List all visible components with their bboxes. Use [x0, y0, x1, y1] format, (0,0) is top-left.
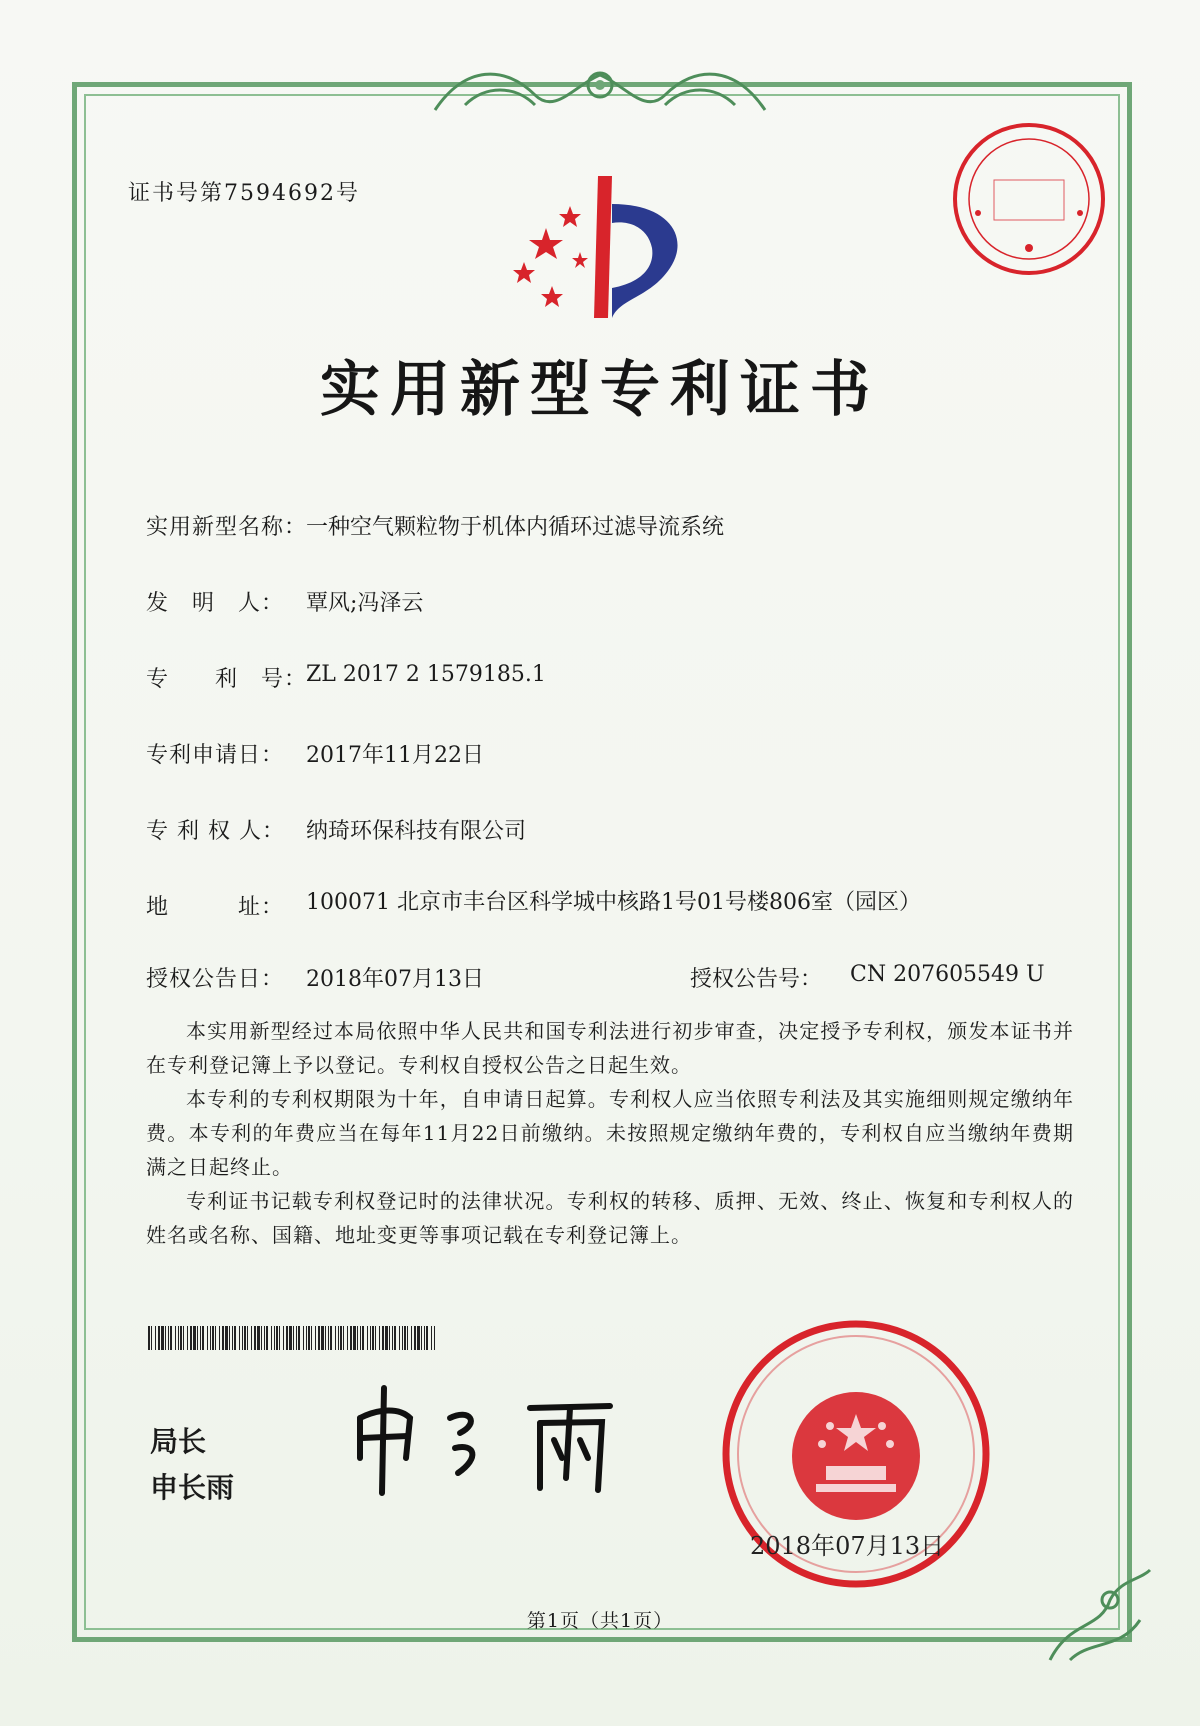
- tax-stamp-seal-icon: [948, 118, 1110, 280]
- field-patent-number: [146, 662, 546, 693]
- field-value: CN 207605549 U: [850, 962, 1045, 987]
- field-value: 纳琦环保科技有限公司: [306, 819, 527, 844]
- field-label: 专利申请日：: [146, 743, 285, 768]
- page-number: 第1页（共1页）: [526, 1610, 674, 1632]
- body-paragraph: 本专利的专利权期限为十年，自申请日起算。专利权人应当依照专利法及其实施细则规定缴纳年费。本专利的年费应当在每年11月22日前缴纳。未按照规定缴纳年费的，专利权自应当缴纳年费期满之日起终止。: [146, 1087, 1074, 1179]
- certificate-number: 证书号第7594692号: [128, 181, 360, 206]
- barcode-icon: [148, 1326, 438, 1350]
- field-label: 授权公告号：: [690, 967, 823, 992]
- certificate-body: [146, 1014, 1074, 1252]
- signer-name: 申长雨: [150, 1471, 235, 1504]
- seal-date: 2018年07月13日: [750, 1532, 945, 1560]
- body-paragraph: 本实用新型经过本局依照中华人民共和国专利法进行初步审查，决定授予专利权，颁发本证书并在专利登记簿上予以登记。专利权自授权公告之日起生效。: [146, 1019, 1074, 1077]
- patent-office-emblem-icon: [500, 168, 700, 328]
- field-value: 一种空气颗粒物于机体内循环过滤导流系统: [306, 515, 725, 540]
- field-filing-date: [146, 738, 484, 769]
- certificate-title: 实用新型专利证书: [320, 355, 880, 425]
- field-value: 100071 北京市丰台区科学城中核路1号01号楼806室（园区）: [306, 890, 921, 915]
- field-grant-date: [146, 962, 484, 993]
- field-label: 发 明 人：: [146, 591, 285, 616]
- field-label: 实用新型名称：: [146, 515, 308, 540]
- field-value: ZL 2017 2 1579185.1: [306, 662, 546, 687]
- signer-title: 局长: [150, 1425, 207, 1458]
- handwritten-signature-icon: [340, 1378, 630, 1498]
- field-inventor: [146, 586, 423, 617]
- field-value: 2018年07月13日: [306, 967, 484, 992]
- field-patentee: [146, 814, 526, 845]
- body-paragraph: 专利证书记载专利权登记时的法律状况。专利权的转移、质押、无效、终止、恢复和专利权人的姓名或名称、国籍、地址变更等事项记载在专利登记簿上。: [146, 1189, 1074, 1247]
- field-address: [146, 890, 946, 921]
- field-value: 覃风;冯泽云: [306, 591, 424, 616]
- field-value: 2017年11月22日: [306, 743, 484, 768]
- field-grant-publication-number: [690, 962, 1045, 993]
- field-label: 专 利 号：: [146, 667, 308, 692]
- top-ornament-icon: [425, 55, 775, 125]
- field-label: 授权公告日：: [146, 967, 285, 992]
- field-label: 专 利 权 人：: [146, 819, 285, 844]
- field-utility-model-name: [146, 510, 724, 541]
- field-label: 地 址：: [146, 895, 285, 920]
